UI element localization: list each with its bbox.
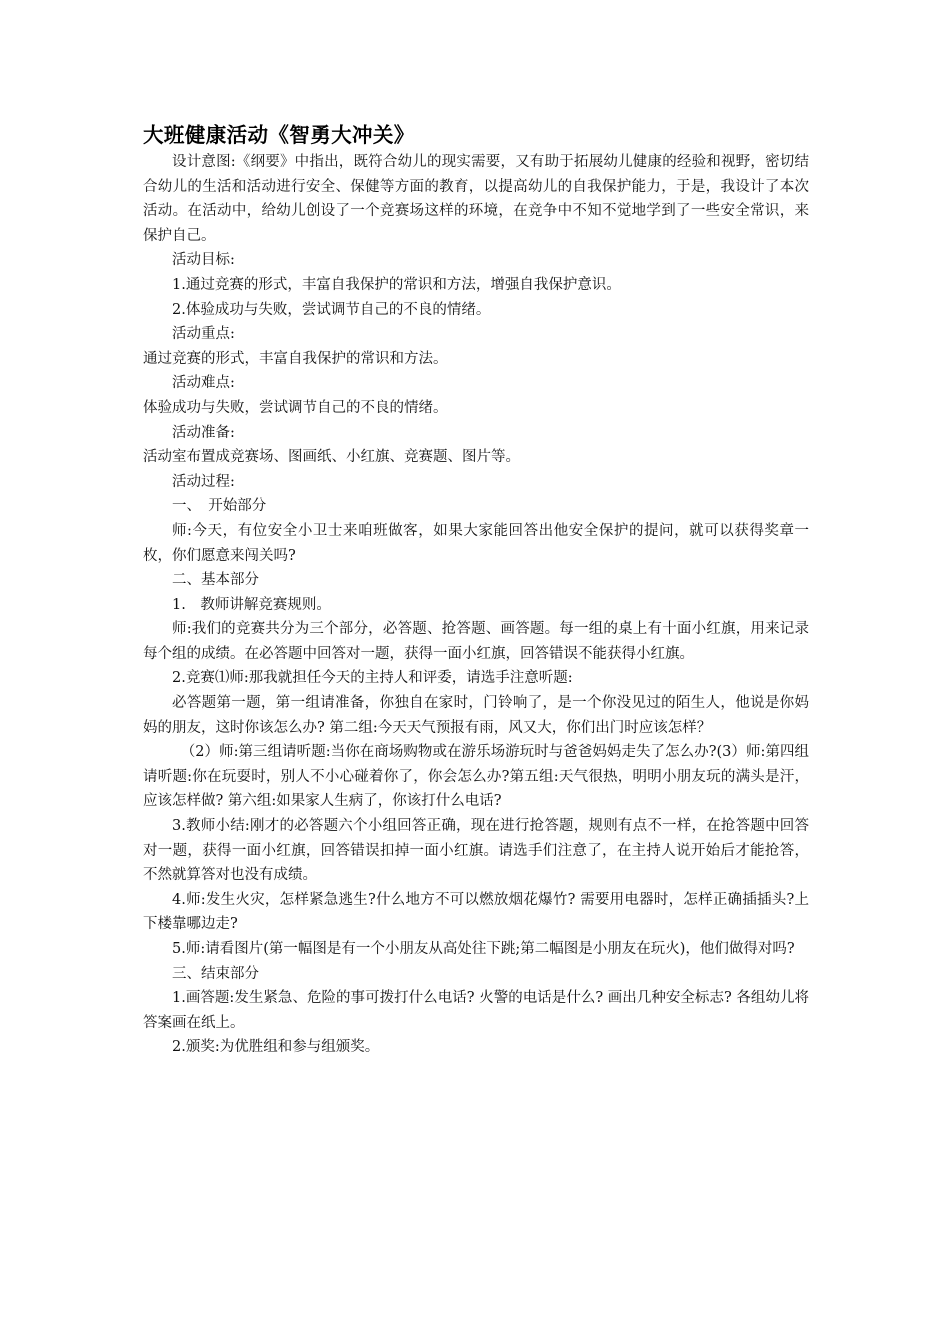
design-intent-paragraph: 设计意图:《纲要》中指出，既符合幼儿的现实需要，又有助于拓展幼儿健康的经验和视野，密切结合幼儿的生活和活动进行安全、保健等方面的教育，以提高幼儿的自我保护能力，于是，我设计了本次活动。在活动中，给幼儿创设了一个竞赛场这样的环境，在竞争中不知不觉地学到了一些安全常识，来保护自己。 (143, 154, 809, 244)
competition-paragraph: 2.竞赛⑴师:那我就担任今天的主持人和评委，请选手注意听题: (172, 670, 573, 687)
goal-item-1: 1.通过竞赛的形式，丰富自我保护的常识和方法，增强自我保护意识。 (172, 276, 621, 293)
preparation-text: 活动室布置成竞赛场、图画纸、小红旗、竞赛题、图片等。 (143, 449, 520, 466)
opening-paragraph: 师:今天，有位安全小卫士来咱班做客，如果大家能回答出他安全保护的提问，就可以获得奖章一枚，你们愿意来闯关吗? (143, 522, 809, 564)
rules-paragraph: 师:我们的竞赛共分为三个部分，必答题、抢答题、画答题。每一组的桌上有十面小红旗，用来记录每个组的成绩。在必答题中回答对一题，获得一面小红旗，回答错误不能获得小红旗。 (143, 621, 809, 662)
key-point-text: 通过竞赛的形式，丰富自我保护的常识和方法。 (143, 350, 448, 367)
required-question-paragraph: 必答题第一题，第一组请准备，你独自在家时，门铃响了，是一个你没见过的陌生人，他说是你妈妈的朋友，这时你该怎么办? 第二组:今天天气预报有雨，风又大，你们出门时应该怎样？ (143, 695, 809, 736)
picture-question-paragraph: 5.师:请看图片(第一幅图是有一个小朋友从高处往下跳;第二幅图是小朋友在玩火)，他们做得对吗? (172, 941, 795, 957)
preparation-heading: 活动准备: (172, 424, 235, 441)
drawing-question-paragraph: 1.画答题:发生紧急、危险的事可拨打什么电话? 火警的电话是什么? 画出几种安全标志? 各组幼儿将答案画在纸上。 (143, 990, 809, 1031)
group-questions-paragraph: （2）师:第三组请听题:当你在商场购物或在游乐场游玩时与爸爸妈妈走失了怎么办?(3）师:第四组请听题:你在玩耍时，别人不小心碰着你了，你会怎么办?第五组:天气很热，明明小朋友玩的满头是汗，应该怎样做? 第六组:如果家人生病了，你该打什么电话? (143, 744, 809, 810)
section-opening-heading: 一、 开始部分 (172, 498, 267, 515)
document-body (143, 120, 809, 1060)
process-heading: 活动过程: (172, 473, 235, 490)
award-paragraph: 2.颁奖:为优胜组和参与组颁奖。 (172, 1039, 380, 1056)
rules-heading: 1. 教师讲解竞赛规则。 (172, 596, 331, 613)
key-point-heading: 活动重点: (172, 326, 235, 343)
fire-safety-paragraph: 4.师:发生火灾，怎样紧急逃生?什么地方不可以燃放烟花爆竹? 需要用电器时，怎样正确插插头?上下楼靠哪边走? (143, 891, 809, 933)
document-title: 大班健康活动《智勇大冲关》 (143, 123, 415, 147)
difficulty-text: 体验成功与失败，尝试调节自己的不良的情绪。 (143, 399, 448, 416)
teacher-summary-paragraph: 3.教师小结:刚才的必答题六个小组回答正确，现在进行抢答题，规则有点不一样，在抢答题中回答对一题，获得一面小红旗，回答错误扣掉一面小红旗。请选手们注意了，在主持人说开始后才能抢答，不然就算答对也没有成绩。 (143, 818, 809, 884)
goals-heading: 活动目标: (172, 252, 235, 269)
section-basic-heading: 二、基本部分 (172, 572, 259, 589)
goal-item-2: 2.体验成功与失败，尝试调节自己的不良的情绪。 (172, 301, 491, 318)
difficulty-heading: 活动难点: (172, 375, 235, 392)
section-ending-heading: 三、结束部分 (172, 965, 259, 982)
